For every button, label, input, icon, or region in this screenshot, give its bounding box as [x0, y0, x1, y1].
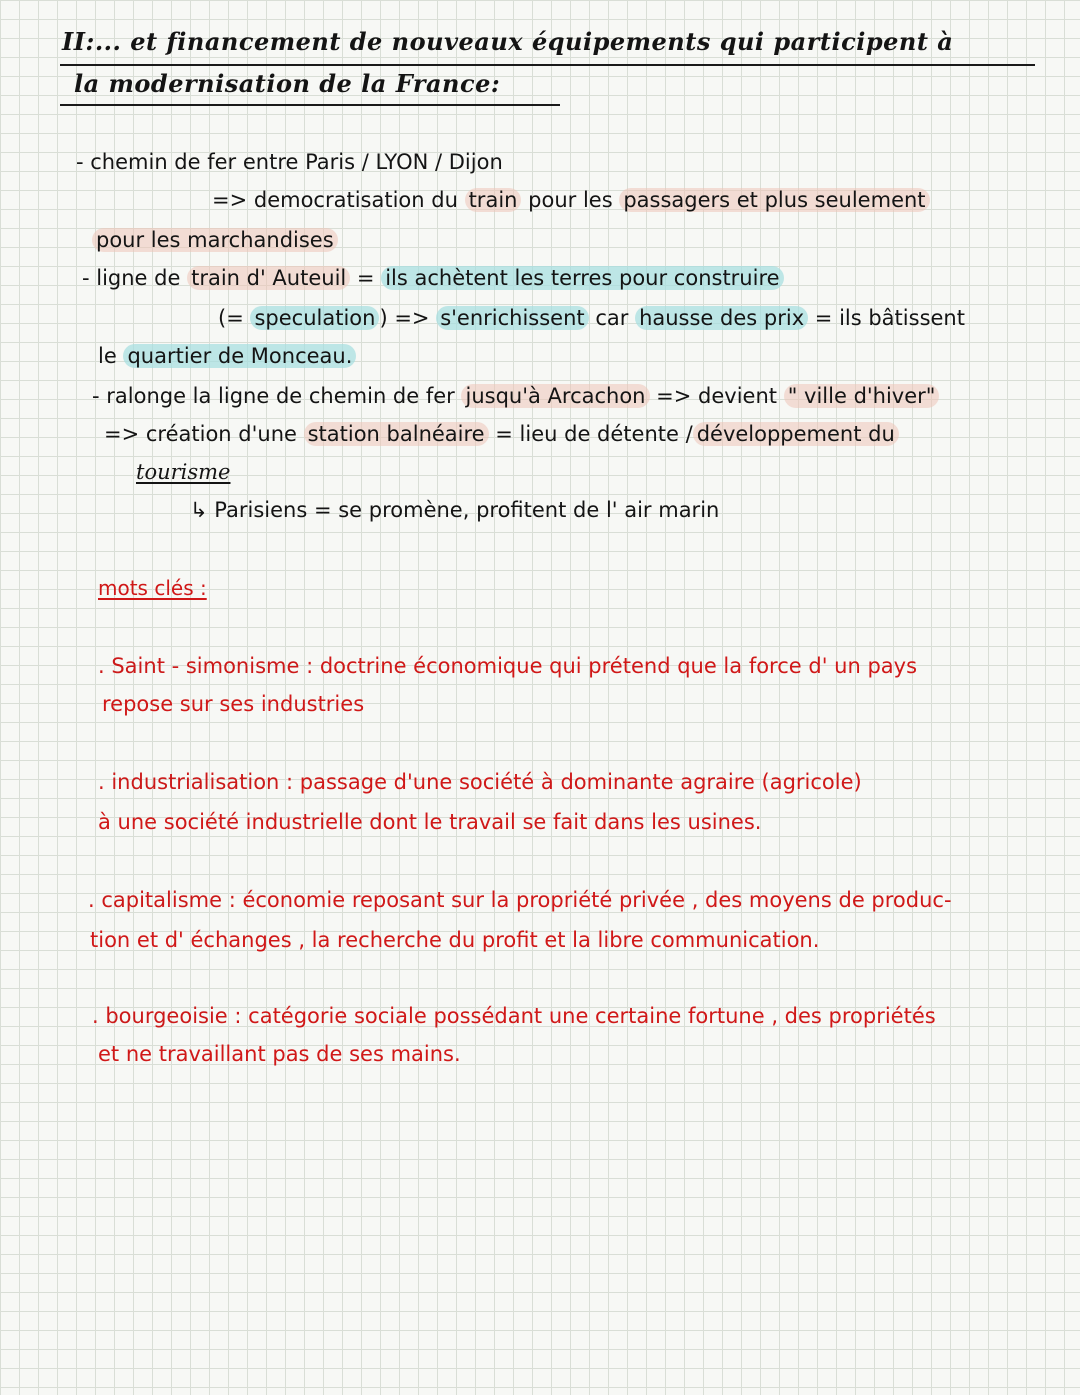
highlight-marchandises: pour les marchandises [92, 228, 338, 252]
highlight-arcachon: jusqu'à Arcachon [461, 384, 649, 408]
keyword-3-line-1 [88, 886, 952, 914]
note-text: => democratisation du [212, 188, 465, 212]
keyword-term: . industrialisation : [98, 770, 294, 794]
note-text: - ralonge la ligne de chemin de fer [92, 384, 462, 408]
keyword-definition: passage d'une société à dominante agraire (agricole) [293, 770, 862, 794]
keyword-4-line-1 [92, 1002, 936, 1030]
keyword-term: . Saint - simonisme : [98, 654, 314, 678]
highlight-hausse-prix: hausse des prix [635, 306, 808, 330]
title-underline-1 [60, 64, 1035, 66]
note-text: - ligne de [82, 266, 188, 290]
highlight-train: train [465, 188, 522, 212]
keyword-definition: catégorie sociale possédant une certaine fortune , des propriétés [241, 1004, 936, 1028]
highlight-terres: ils achètent les terres pour construire [381, 266, 783, 290]
highlight-speculation: speculation [250, 306, 379, 330]
note-line-8 [104, 420, 899, 448]
keyword-term: . bourgeoisie : [92, 1004, 242, 1028]
highlight-station-balneaire: station balnéaire [304, 422, 489, 446]
keyword-term: . capitalisme : [88, 888, 236, 912]
note-text: = [350, 266, 382, 290]
title-underline-2 [60, 104, 560, 106]
note-text: (= [218, 306, 251, 330]
note-line-5 [218, 304, 965, 332]
note-line-6 [98, 342, 356, 370]
keyword-3-line-2: tion et d' échanges , la recherche du profit et la libre communication. [90, 928, 820, 952]
highlight-auteuil: train d' Auteuil [187, 266, 350, 290]
highlight-developpement: développement du [693, 422, 899, 446]
keyword-1-line-1 [98, 652, 917, 680]
note-line-7 [92, 382, 939, 410]
section-title-line-2: la modernisation de la France: [74, 69, 501, 98]
highlight-enrichissent: s'enrichissent [436, 306, 588, 330]
note-text: ) => [379, 306, 437, 330]
keywords-heading: mots clés : [98, 576, 207, 600]
section-title-line-1: II:... et financement de nouveaux équipements qui participent à [62, 27, 954, 56]
highlight-monceau: quartier de Monceau. [123, 344, 356, 368]
note-text: => devient [649, 384, 784, 408]
highlight-passagers: passagers et plus seulement [619, 188, 929, 212]
note-line-9: tourisme [136, 460, 231, 484]
note-line-3 [92, 226, 338, 254]
note-text: le [98, 344, 124, 368]
note-text: = lieu de détente / [488, 422, 693, 446]
keyword-2-line-1 [98, 768, 862, 796]
note-text: = ils bâtissent [808, 306, 965, 330]
note-text: car [588, 306, 636, 330]
note-line-4 [82, 264, 784, 292]
keyword-4-line-2: et ne travaillant pas de ses mains. [98, 1042, 461, 1066]
keyword-2-line-2: à une société industrielle dont le travail se fait dans les usines. [98, 810, 762, 834]
keyword-definition: doctrine économique qui prétend que la force d' un pays [313, 654, 918, 678]
note-text: pour les [521, 188, 620, 212]
keyword-1-line-2: repose sur ses industries [102, 692, 365, 716]
note-line-2 [212, 186, 930, 214]
note-text: => création d'une [104, 422, 304, 446]
highlight-ville-hiver: " ville d'hiver" [784, 384, 940, 408]
keyword-definition: économie reposant sur la propriété privée , des moyens de produc- [235, 888, 952, 912]
note-line-1: - chemin de fer entre Paris / LYON / Dijon [76, 150, 503, 174]
note-line-10: ↳ Parisiens = se promène, profitent de l' air marin [190, 498, 720, 522]
